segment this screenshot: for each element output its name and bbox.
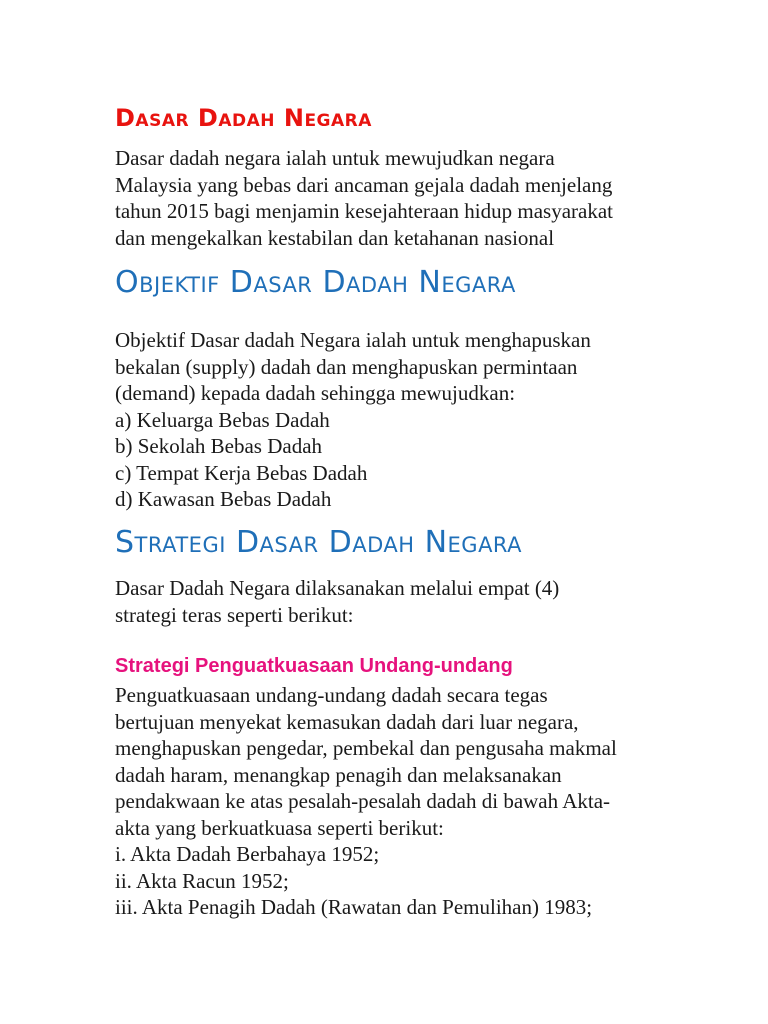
- text-line: tahun 2015 bagi menjamin kesejahteraan hidup masyarakat: [115, 199, 614, 223]
- text-line: Objektif Dasar dadah Negara ialah untuk menghapuskan: [115, 328, 591, 352]
- text-line: Penguatkuasaan undang-undang dadah secara tegas: [115, 683, 548, 707]
- text-line: akta yang berkuatkuasa seperti berikut:: [115, 815, 444, 840]
- list-item: c) Tempat Kerja Bebas Dadah: [115, 460, 368, 485]
- list-item: d) Kawasan Bebas Dadah: [115, 487, 332, 511]
- text-line: bekalan (supply) dadah dan menghapuskan permintaan: [115, 354, 578, 379]
- text-line: Malaysia yang bebas dari ancaman gejala dadah menjelang: [115, 172, 613, 197]
- text-line: bertujuan menyekat kemasukan dadah dari luar negara,: [115, 709, 579, 734]
- list-item: iii. Akta Penagih Dadah (Rawatan dan Pemulihan) 1983;: [115, 895, 593, 919]
- text-line: dan mengekalkan kestabilan dan ketahanan nasional: [115, 225, 555, 250]
- text-line: strategi teras seperti berikut:: [115, 602, 354, 627]
- text-line: menghapuskan pengedar, pembekal dan pengusaha makmal: [115, 736, 617, 760]
- list-item: b) Sekolah Bebas Dadah: [115, 434, 323, 458]
- text-line: Dasar dadah negara ialah untuk mewujudkan negara: [115, 146, 555, 170]
- paragraph-penguatkuasaan: [115, 682, 617, 921]
- text-line: pendakwaan ke atas pesalah-pesalah dadah di bawah Akta-: [115, 789, 611, 813]
- heading-dasar-dadah-negara: Dasar Dadah Negara: [115, 104, 372, 132]
- text-line: Dasar Dadah Negara dilaksanakan melalui empat (4): [115, 576, 560, 600]
- paragraph-objektif: [115, 327, 591, 513]
- heading-strategi-penguatkuasaan: Strategi Penguatkuasaan Undang-undang: [115, 655, 513, 677]
- text-line: (demand) kepada dadah sehingga mewujudkan:: [115, 381, 516, 405]
- heading-strategi: Strategi Dasar Dadah Negara: [115, 525, 523, 560]
- text-line: dadah haram, menangkap penagih dan melaksanakan: [115, 762, 562, 787]
- list-item: a) Keluarga Bebas Dadah: [115, 407, 330, 432]
- heading-objektif: Objektif Dasar Dadah Negara: [115, 265, 516, 300]
- paragraph-strategi: [115, 575, 559, 628]
- list-item: i. Akta Dadah Berbahaya 1952;: [115, 842, 380, 866]
- list-item: ii. Akta Racun 1952;: [115, 868, 289, 893]
- paragraph-dasar: [115, 145, 613, 251]
